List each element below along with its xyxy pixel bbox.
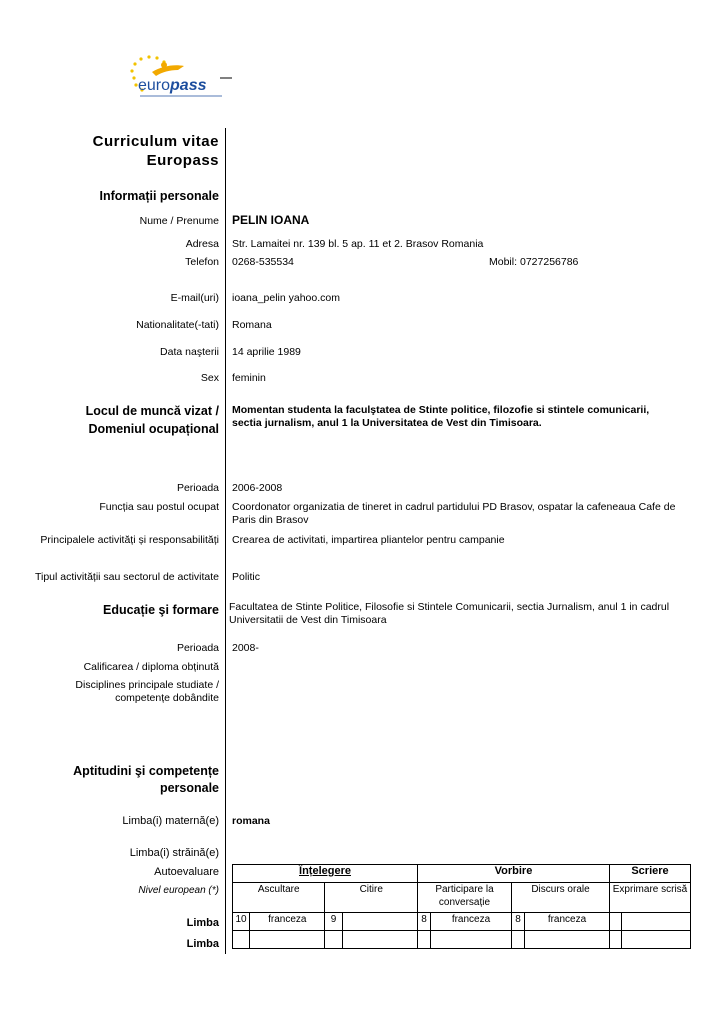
nationality-label: Nationalitate(-tati) bbox=[136, 319, 219, 331]
education-period-label: Perioada bbox=[176, 642, 219, 654]
section-skills-1: Aptitudini şi competențe bbox=[73, 764, 219, 778]
cell-reading-level: 9 bbox=[325, 913, 342, 931]
mother-tongue-value: romana bbox=[232, 815, 270, 827]
language-table-subheader bbox=[233, 883, 691, 913]
cv-title-line2: Europass bbox=[146, 152, 219, 169]
logo-text-pass: pass bbox=[170, 77, 207, 94]
sex-value: feminin bbox=[232, 372, 266, 384]
mother-tongue-label: Limba(i) maternă(e) bbox=[122, 815, 219, 827]
cell-production-level: 8 bbox=[512, 913, 525, 931]
section-personal-info: Informații personale bbox=[99, 189, 219, 203]
subheader-production: Discurs orale bbox=[512, 883, 610, 913]
language-label-1: Limba bbox=[186, 917, 219, 929]
address-value: Str. Lamaitei nr. 139 bl. 5 ap. 11 et 2. Brasov Romania bbox=[232, 238, 484, 250]
section-skills-2: personale bbox=[159, 781, 219, 795]
cell-production-desc: franceza bbox=[525, 913, 610, 931]
qualification-label: Calificarea / diploma obținută bbox=[83, 661, 219, 673]
empty-cell bbox=[610, 931, 622, 949]
position-value: Coordonator organizatia de tineret in cadrul partidului PD Brasov, ospatar la cafeneaua Cafe de Paris din Brasov bbox=[232, 501, 676, 526]
mobile-value: 0727256786 bbox=[520, 256, 579, 268]
sector-label: Tipul activității sau sectorul de activitate bbox=[34, 571, 219, 583]
language-label-2: Limba bbox=[186, 938, 219, 950]
cell-listening-desc: franceza bbox=[250, 913, 325, 931]
email-value: ioana_pelin yahoo.com bbox=[232, 292, 340, 304]
language-table-header bbox=[233, 865, 691, 883]
sector-value: Politic bbox=[232, 571, 261, 583]
address-label: Adresa bbox=[185, 238, 219, 250]
activities-label: Principalele activități și responsabilități bbox=[40, 534, 219, 546]
column-divider bbox=[225, 128, 226, 954]
work-period-value: 2006-2008 bbox=[232, 482, 283, 494]
empty-cell bbox=[418, 931, 431, 949]
empty-cell bbox=[431, 931, 512, 949]
header-speaking: Vorbire bbox=[418, 865, 610, 883]
section-education: Educație şi formare bbox=[102, 603, 219, 617]
cell-writing-level bbox=[610, 913, 622, 931]
cell-listening-level: 10 bbox=[233, 913, 250, 931]
language-row-empty bbox=[233, 931, 691, 949]
empty-cell bbox=[342, 931, 417, 949]
sex-label: Sex bbox=[200, 372, 219, 384]
phone-value: 0268-535534 bbox=[232, 256, 294, 268]
activities-value: Crearea de activitati, impartirea pliantelor pentru campanie bbox=[232, 534, 505, 546]
mobile-label: Mobil: bbox=[489, 256, 518, 268]
cell-writing-desc bbox=[621, 913, 690, 931]
position-label: Funcția sau postul ocupat bbox=[99, 501, 219, 513]
header-understanding: Înțelegere bbox=[233, 865, 418, 883]
subheader-interaction: Participare la conversație bbox=[418, 883, 512, 913]
foreign-language-label: Limba(i) străină(e) bbox=[129, 847, 219, 859]
cell-interaction-level: 8 bbox=[418, 913, 431, 931]
birthdate-label: Data naşterii bbox=[160, 346, 219, 358]
subheader-listening: Ascultare bbox=[233, 883, 325, 913]
desired-job-value: Momentan studenta la faculştatea de Stinte politice, filozofie si stintele comunicarii, sectia jurnalism, anul 1 la Universitatea de Vest din Timisoara. bbox=[232, 404, 650, 429]
cell-interaction-desc: franceza bbox=[431, 913, 512, 931]
education-value: Facultatea de Stinte Politice, Filosofie si Stintele Comunicarii, sectia Jurnalism, anul 1 in cadrul Universitatii de Vest din Timisoara bbox=[229, 601, 670, 626]
phone-label: Telefon bbox=[185, 256, 219, 268]
cell-reading-desc bbox=[342, 913, 417, 931]
cv-title bbox=[93, 132, 219, 170]
subheader-reading: Citire bbox=[325, 883, 418, 913]
self-assessment-label: Autoevaluare bbox=[154, 866, 219, 878]
desired-job-label-1: Locul de muncă vizat / bbox=[85, 404, 219, 418]
europass-logo bbox=[122, 52, 232, 100]
education-period-value: 2008- bbox=[232, 642, 259, 654]
nationality-value: Romana bbox=[232, 319, 272, 331]
desired-job-label-2: Domeniul ocupațional bbox=[88, 422, 219, 436]
cv-title-line1: Curriculum vitae bbox=[92, 133, 219, 150]
empty-cell bbox=[512, 931, 525, 949]
email-label: E-mail(uri) bbox=[170, 292, 219, 304]
name-label: Nume / Prenume bbox=[139, 215, 219, 227]
empty-cell bbox=[325, 931, 342, 949]
work-period-label: Perioada bbox=[176, 482, 219, 494]
empty-cell bbox=[621, 931, 690, 949]
subjects-label-1: Disciplines principale studiate / bbox=[75, 679, 219, 691]
subjects-label-2: competențe dobândite bbox=[115, 692, 219, 704]
language-row bbox=[233, 913, 691, 931]
empty-cell bbox=[250, 931, 325, 949]
language-table bbox=[232, 864, 691, 949]
empty-cell bbox=[233, 931, 250, 949]
european-level-label: Nivel european (*) bbox=[138, 885, 219, 896]
birthdate-value: 14 aprilie 1989 bbox=[232, 346, 301, 358]
empty-cell bbox=[525, 931, 610, 949]
logo-text-euro: euro bbox=[138, 77, 171, 94]
header-writing: Scriere bbox=[610, 865, 691, 883]
subheader-writing: Exprimare scrisă bbox=[610, 883, 691, 913]
name-value: PELIN IOANA bbox=[232, 213, 310, 227]
